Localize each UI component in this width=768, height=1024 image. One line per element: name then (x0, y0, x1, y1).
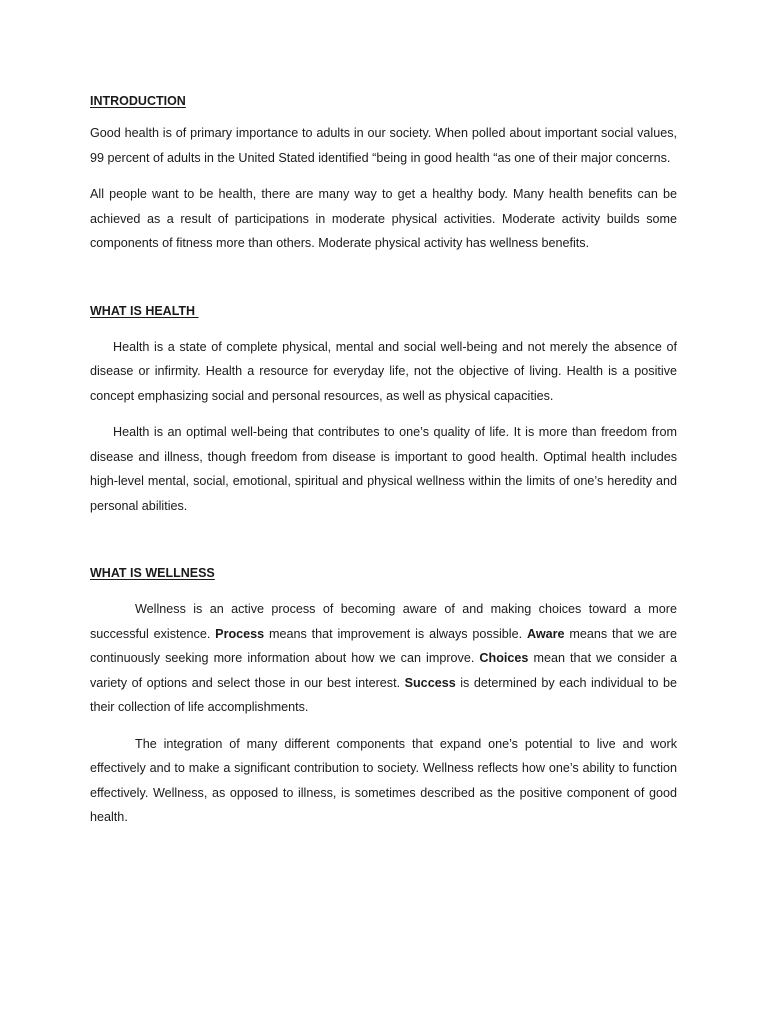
section-heading-introduction: INTRODUCTION (90, 94, 186, 108)
term-aware: Aware (526, 626, 565, 641)
wellness-text-5: is determined by each individual to be their collection of life accomplishments. (90, 675, 677, 714)
section-heading-what-is-health: WHAT IS HEALTH (90, 303, 199, 318)
intro-paragraph-2: All people want to be health, there are many way to get a healthy body. Many health benefits can be achieved as a result of participations in moderate physical activities. Moderate activity builds some components of fitness more than others. Moderate physical activity has wellness benefits. (90, 187, 677, 250)
term-success: Success (404, 675, 456, 690)
intro-paragraph-1: Good health is of primary importance to adults in our society. When polled about important social values, 99 percent of adults in the United Stated identified “being in good health “as one of their major concerns. (90, 126, 677, 165)
health-paragraph-2: Health is an optimal well-being that contributes to one’s quality of life. It is more than freedom from disease and illness, though freedom from disease is important to good health. Optimal health includes high-level mental, social, emotional, spiritual and physical wellness within the limits of one’s heredity and personal abilities. (90, 425, 677, 513)
wellness-paragraph-1 (90, 597, 677, 720)
section-heading-what-is-wellness: WHAT IS WELLNESS (90, 566, 215, 580)
wellness-text-3: means that we are continuously seeking more information about how we can improve. (90, 626, 677, 665)
wellness-text-2: means that improvement is always possible. (264, 626, 527, 641)
wellness-text-4: mean that we consider a variety of options and select those in our best interest. (90, 651, 677, 690)
term-choices: Choices (479, 651, 529, 665)
document-page (90, 93, 677, 830)
wellness-paragraph-2: The integration of many different components that expand one’s potential to live and work effectively and to make a significant contribution to society. Wellness reflects how one’s ability to function effectively. Wellness, as opposed to illness, is sometimes described as the positive component of good health. (90, 736, 677, 824)
term-process: Process (215, 626, 265, 641)
wellness-text-1: Wellness is an active process of becoming aware of and making choices toward a more successful existence. (90, 602, 677, 641)
health-paragraph-1: Health is a state of complete physical, mental and social well-being and not merely the absence of disease or infirmity. Health a resource for everyday life, not the objective of living. Health is a positive concept emphasizing social and personal resources, as well as physical capacities. (90, 339, 677, 403)
